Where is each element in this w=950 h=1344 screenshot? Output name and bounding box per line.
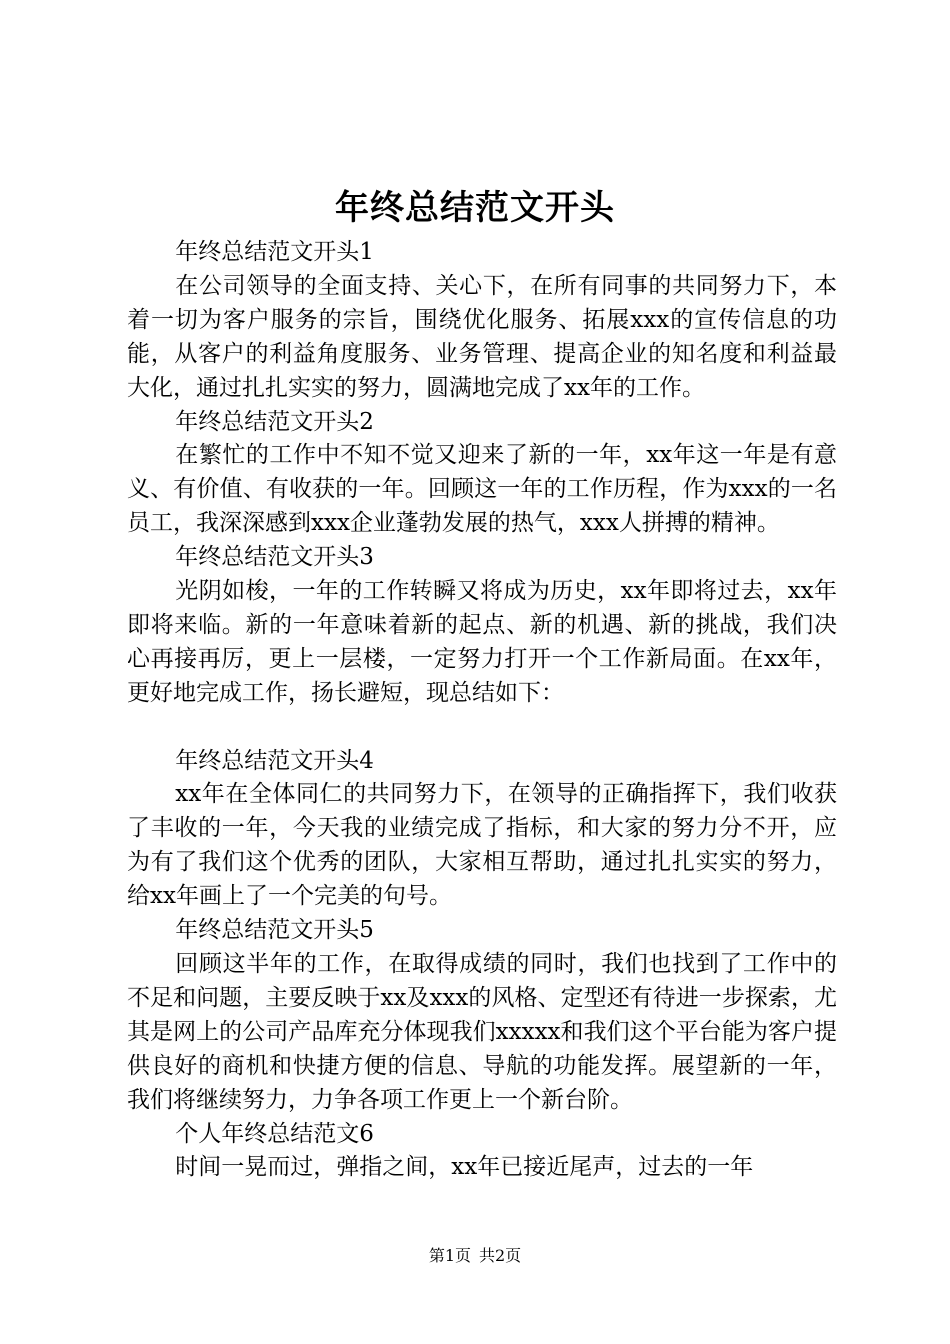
section-heading: 年终总结范文开头4	[175, 747, 374, 774]
section-paragraph: 时间一晃而过，弹指之间，xx年已接近尾声，过去的一年	[175, 1154, 754, 1181]
page-number: 第1页	[428, 1246, 471, 1265]
section-heading: 个人年终总结范文6	[175, 1120, 374, 1147]
section-paragraph: 在繁忙的工作中不知不觉又迎来了新的一年，xx年这一年是有意义、有价值、有收获的一年。回顾这一年的工作历程，作为xxx的一名员工，我深深感到xxx企业蓬勃发展的热气，xxx人拼搏的精神。	[127, 442, 837, 537]
page-footer	[0, 1245, 950, 1267]
document-body	[127, 236, 837, 1185]
section-heading: 年终总结范文开头1	[175, 239, 374, 265]
section-paragraph: 回顾这半年的工作，在取得成绩的同时，我们也找到了工作中的不足和问题，主要反映于xx及xxx的风格、定型还有待进一步探索，尤其是网上的公司产品库充分体现我们xxxxx和我们这个平台能为客户提供良好的商机和快捷方便的信息、导航的功能发挥。展望新的一年，我们将继续努力，力争各项工作更上一个新台阶。	[127, 951, 837, 1113]
section-paragraph: 在公司领导的全面支持、关心下，在所有同事的共同努力下，本着一切为客户服务的宗旨，围绕优化服务、拓展xxx的宣传信息的功能，从客户的利益角度服务、业务管理、提高企业的知名度和利益最大化，通过扎扎实实的努力，圆满地完成了xx年的工作。	[127, 272, 837, 401]
section-heading: 年终总结范文开头5	[175, 917, 374, 944]
section-heading: 年终总结范文开头3	[175, 544, 374, 571]
document-title: 年终总结范文开头	[335, 188, 615, 228]
section-paragraph: xx年在全体同仁的共同努力下，在领导的正确指挥下，我们收获了丰收的一年，今天我的业绩完成了指标，和大家的努力分不开，应为有了我们这个优秀的团队，大家相互帮助，通过扎扎实实的努力，给xx年画上了一个完美的句号。	[127, 781, 837, 910]
section-heading: 年终总结范文开头2	[175, 408, 374, 435]
page-count: 共2页	[479, 1246, 522, 1265]
section-paragraph: 光阴如梭，一年的工作转瞬又将成为历史，xx年即将过去，xx年即将来临。新的一年意味着新的起点、新的机遇、新的挑战，我们决心再接再厉，更上一层楼，一定努力打开一个工作新局面。在xx年，更好地完成工作，扬长避短，现总结如下：	[127, 578, 837, 706]
